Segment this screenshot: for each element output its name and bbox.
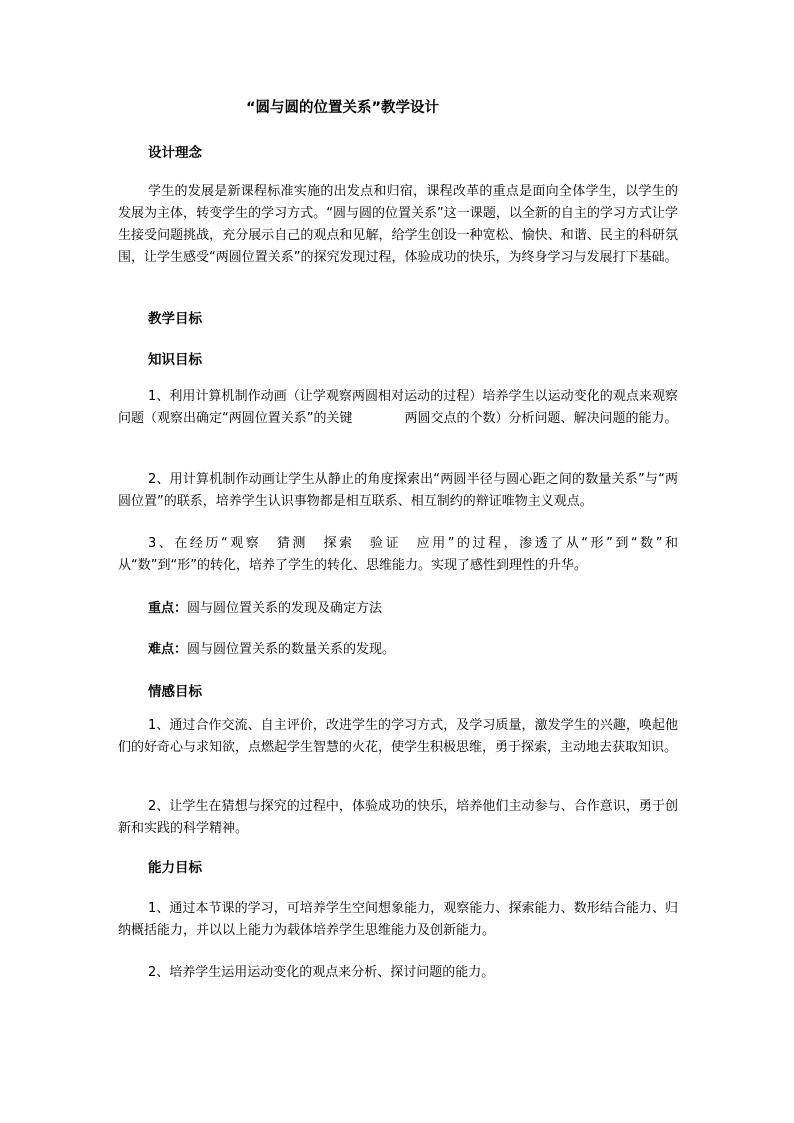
difficulty-label: 难点： (148, 642, 188, 657)
difficulty-text: 圆与圆位置关系的数量关系的发现。 (187, 642, 396, 657)
key-point-text: 圆与圆位置关系的发现及确定方法 (187, 601, 383, 616)
key-point-label: 重点： (148, 601, 188, 616)
paragraph-knowledge-goal-1: 1、利用计算机制作动画（让学观察两圆相对运动的过程）培养学生以运动变化的观点来观察问题（观察出确定“两圆位置关系”的关键 两圆交点的个数）分析问题、解决问题的能力。 (118, 389, 678, 426)
paragraph-ability-goal-2: 2、培养学生运用运动变化的观点来分析、探讨问题的能力。 (148, 965, 495, 980)
heading-design-concept: 设计理念 (148, 145, 202, 161)
paragraph-knowledge-goal-3: 3、在经历“观察 猜测 探索 验证 应用”的过程，渗透了从“形”到“数”和从“数”到“形”的转化，培养了学生的转化、思维能力。实现了感性到理性的升华。 (118, 536, 678, 573)
heading-emotion-goals: 情感目标 (148, 684, 202, 700)
paragraph-design-concept: 学生的发展是新课程标准实施的出发点和归宿，课程改革的重点是面向全体学生，以学生的发展为主体，转变学生的学习方式。“圆与圆的位置关系”这一课题，以全新的自主的学习方式让学生接受问题挑战，充分展示自己的观点和见解，给学生创设一种宽松、愉快、和谐、民主的科研氛围，让学生感受“两圆位置关系”的探究发现过程，体验成功的快乐，为终身学习与发展打下基础。 (118, 184, 678, 265)
paragraph-knowledge-goal-2: 2、用计算机制作动画让学生从静止的角度探索出“两圆半径与圆心距之间的数量关系”与“两圆位置”的联系，培养学生认识事物都是相互联系、相互制约的辩证唯物主义观点。 (118, 472, 678, 509)
paragraph-emotion-goal-2: 2、让学生在猜想与探究的过程中，体验成功的快乐，培养他们主动参与、合作意识，勇于创新和实践的科学精神。 (118, 799, 678, 836)
heading-knowledge-goals: 知识目标 (148, 352, 202, 368)
document-title: “圆与圆的位置关系”教学设计 (246, 100, 440, 116)
heading-ability-goals: 能力目标 (148, 860, 202, 876)
paragraph-ability-goal-1: 1、通过本节课的学习，可培养学生空间想象能力，观察能力、探索能力、数形结合能力、归纳概括能力，并以以上能力为载体培养学生思维能力及创新能力。 (118, 901, 678, 938)
difficulty-line (148, 638, 395, 657)
paragraph-emotion-goal-1: 1、通过合作交流、自主评价，改进学生的学习方式，及学习质量，激发学生的兴趣，唤起他们的好奇心与求知欲，点燃起学生智慧的火花，使学生积极思维，勇于探索，主动地去获取知识。 (118, 718, 678, 755)
heading-teaching-goals: 教学目标 (148, 311, 202, 327)
key-point-line (148, 597, 382, 616)
